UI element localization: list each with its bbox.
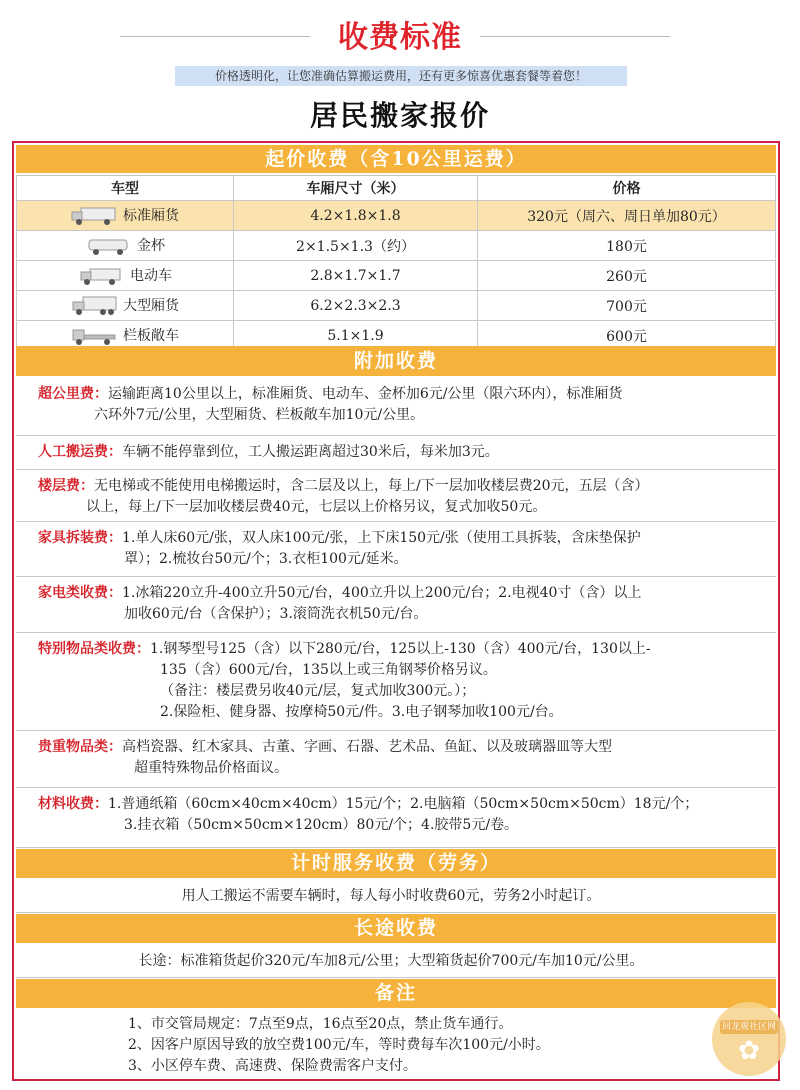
fee-item-floor: [16, 470, 776, 522]
long-distance-band: 长途收费: [16, 914, 776, 943]
vehicle-cell: [17, 201, 234, 231]
col-header-price: 价格: [478, 176, 776, 201]
fee-item-key: 特别物品类收费：: [38, 641, 150, 657]
fee-item-key: 楼层费：: [38, 478, 94, 494]
hourly-band: 计时服务收费（劳务）: [16, 849, 776, 878]
fee-item-text: 运输距离10公里以上，标准厢货、电动车、金杯加6元/公里（限六环内），标准厢货: [108, 386, 623, 402]
price-cell: 700元: [478, 291, 776, 321]
fee-item-text: 1.冰箱220立升-400立升50元/台，400立升以上200元/台；2.电视40寸（含）以上: [122, 585, 642, 601]
large-truck-icon: [71, 296, 117, 316]
size-cell: 2×1.5×1.3（约）: [234, 231, 478, 261]
fee-item-valuables: [16, 731, 776, 788]
fee-item-text: 车辆不能停靠到位，工人搬运距离超过30米后，每米加3元。: [122, 444, 499, 460]
page-subtitle: 价格透明化，让您准确估算搬运费用，还有更多惊喜优惠套餐等着您！: [175, 66, 627, 86]
size-cell: 4.2×1.8×1.8: [234, 201, 478, 231]
col-header-type: 车型: [17, 176, 234, 201]
flower-icon: ✿: [738, 1036, 760, 1066]
size-cell: 5.1×1.9: [234, 321, 478, 351]
vehicle-type: 大型厢货: [123, 298, 179, 314]
vehicle-type: 金杯: [137, 238, 165, 254]
fee-item-text: 罩）；2.梳妆台50元/个；3.衣柜100元/延米。: [124, 551, 408, 567]
van-icon: [85, 236, 131, 256]
notes-band: 备注: [16, 979, 776, 1008]
note-line: 1、市交管局规定：7点至9点，16点至20点，禁止货车通行。: [128, 1016, 513, 1032]
vehicle-cell: [17, 261, 234, 291]
base-fee-band: 起价收费（含10公里运费）: [16, 145, 776, 173]
base-fee-table: [16, 175, 776, 351]
fee-item-text: 1.钢琴型号125（含）以下280元/台，125以上-130（含）400元/台，130以上-: [150, 641, 651, 657]
price-frame: [12, 141, 780, 1081]
fee-item-text: 无电梯或不能使用电梯搬运时，含二层及以上，每上/下一层加收楼层费20元，五层（含）: [94, 478, 649, 494]
price-cell: 180元: [478, 231, 776, 261]
fee-item-text: 超重特殊物品价格面议。: [134, 760, 288, 776]
fee-item-text: 高档瓷器、红木家具、古董、字画、石器、艺术品、鱼缸、以及玻璃器皿等大型: [122, 739, 612, 755]
fee-item-text: 加收60元/台（含保护）；3.滚筒洗衣机50元/台。: [124, 606, 428, 622]
fee-item-key: 家电类收费：: [38, 585, 122, 601]
fee-item-over-distance: [16, 378, 776, 436]
fee-item-key: 超公里费：: [38, 386, 108, 402]
extra-fee-band: 附加收费: [16, 346, 776, 376]
table-row: [17, 201, 776, 231]
fee-item-materials: [16, 788, 776, 848]
long-distance-text: 长途：标准箱货起价320元/车加8元/公里；大型箱货起价700元/车加10元/公里。: [16, 944, 776, 978]
table-row: [17, 261, 776, 291]
price-cell: 600元: [478, 321, 776, 351]
fee-item-key: 贵重物品类：: [38, 739, 122, 755]
table-row: [17, 231, 776, 261]
fee-item-text: （备注：楼层费另收40元/层，复式加收300元。）；: [160, 683, 476, 699]
fee-item-text: 1.单人床60元/张，双人床100元/张，上下床150元/张（使用工具拆装，含床垫保护: [122, 530, 641, 546]
fee-item-text: 六环外7元/公里，大型厢货、栏板敞车加10元/公里。: [94, 407, 425, 423]
fee-item-text: 1.普通纸箱（60cm×40cm×40cm）15元/个；2.电脑箱（50cm×50cm×50cm）18元/个；: [108, 796, 699, 812]
logo-text: 回龙观社区网: [721, 1022, 776, 1032]
box-truck-icon: [71, 206, 117, 226]
fee-item-labor: [16, 436, 776, 470]
col-header-size: 车厢尺寸（米）: [234, 176, 478, 201]
table-header-row: [17, 176, 776, 201]
note-line: 3、小区停车费、高速费、保险费需客户支付。: [128, 1058, 417, 1074]
electric-truck-icon: [78, 266, 124, 286]
vehicle-cell: [17, 231, 234, 261]
notes-list: [16, 1009, 776, 1077]
hourly-text: 用人工搬运不需要车辆时，每人每小时收费60元，劳务2小时起订。: [16, 879, 776, 913]
note-line: 2、因客户原因导致的放空费100元/车，等时费每车次100元/小时。: [128, 1037, 550, 1053]
fee-item-key: 家具拆装费：: [38, 530, 122, 546]
size-cell: 6.2×2.3×2.3: [234, 291, 478, 321]
flatbed-truck-icon: [71, 326, 117, 346]
fee-item-key: 材料收费：: [38, 796, 108, 812]
page-header: [0, 0, 800, 140]
fee-item-text: 135（含）600元/台，135以上或三角钢琴价格另议。: [160, 662, 497, 678]
fee-item-appliance: [16, 577, 776, 633]
vehicle-type: 标准厢货: [123, 208, 179, 224]
page-title: 收费标准: [338, 20, 462, 55]
price-cell: 320元（周六、周日单加80元）: [478, 201, 776, 231]
fee-item-text: 以上，每上/下一层加收楼层费40元，七层以上价格另议，复式加收50元。: [86, 499, 547, 515]
fee-item-text: 3.挂衣箱（50cm×50cm×120cm）80元/个；4.胶带5元/卷。: [124, 817, 519, 833]
vehicle-type: 电动车: [130, 268, 172, 284]
vehicle-cell: [17, 291, 234, 321]
table-row: [17, 291, 776, 321]
fee-item-text: 2.保险柜、健身器、按摩椅50元/件。3.电子钢琴加收100元/台。: [160, 704, 563, 720]
section-title: 居民搬家报价: [309, 99, 490, 132]
size-cell: 2.8×1.7×1.7: [234, 261, 478, 291]
vehicle-type: 栏板敞车: [123, 328, 179, 344]
community-logo: [712, 1002, 786, 1076]
fee-item-furniture: [16, 522, 776, 577]
price-cell: 260元: [478, 261, 776, 291]
fee-item-key: 人工搬运费：: [38, 444, 122, 460]
fee-item-special: [16, 633, 776, 731]
